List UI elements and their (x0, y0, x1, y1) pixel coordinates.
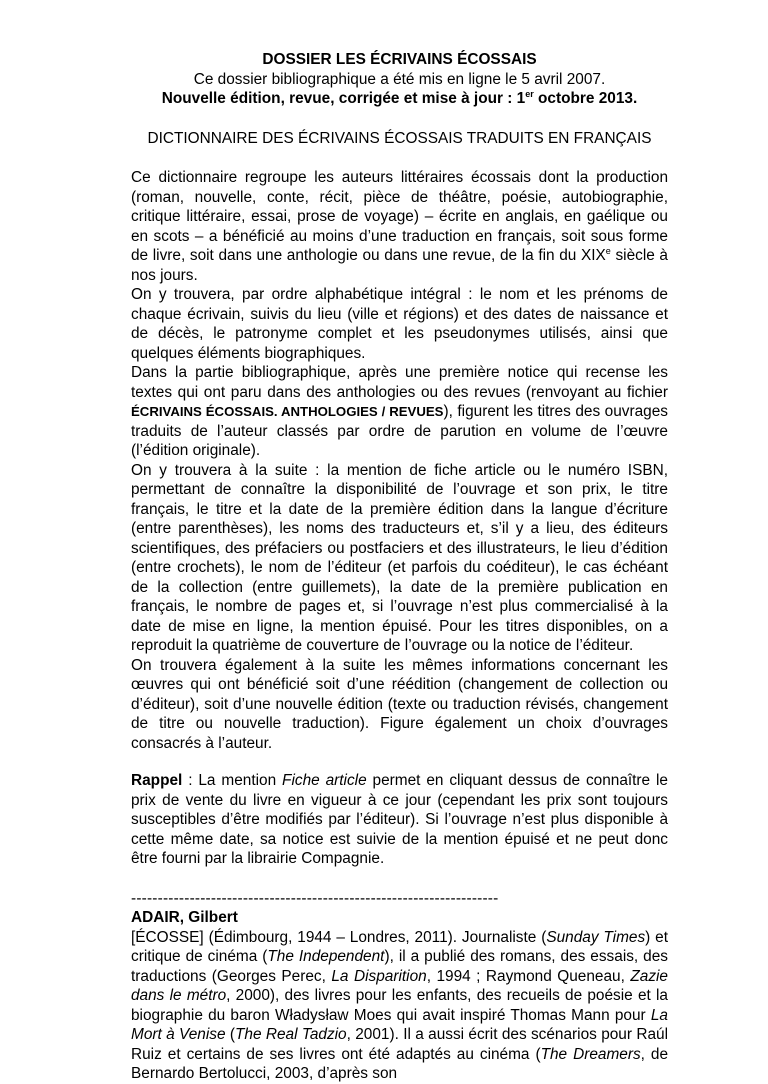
intro-paragraph-4: On y trouvera à la suite : la mention de fiche article ou le numéro ISBN, permettant de connaître la disponibilité de l’ouvrage et son prix, le titre français, le titre et la date de la première édition dans la langue d’écriture (entre parenthèses), les noms des traducteurs et, s’il y a lieu, des éditeurs scientifiques, des préfaciers ou postfaciers et des illustrateurs, le lieu d’édition (entre crochets), le nom de l’éditeur (et parfois du coéditeur), le cas échéant de la collection (entre guillemets), la date de la première publication en français, le nombre de pages et, si l’ouvrage n’est plus commercialisé à la date de mise en ligne, la mention épuisé. Pour les titres disponibles, on a reproduit la quatrième de couverture de l’ouvrage ou la notice de l’éditeur. (131, 461, 668, 654)
document-page (131, 50, 668, 1084)
anthologies-link[interactable]: ÉCRIVAINS ÉCOSSAIS. ANTHOLOGIES / REVUES (131, 404, 444, 419)
section-separator: --------------------------------------------------------------------- (131, 889, 499, 907)
document-title: DOSSIER LES ÉCRIVAINS ÉCOSSAIS (262, 51, 537, 68)
edition-line: Nouvelle édition, revue, corrigée et mise à jour : 1er octobre 2013. (161, 89, 638, 107)
rappel-paragraph: Rappel : La mention Fiche article permet en cliquant dessus de connaître le prix de vente du livre en vigueur à ce jour (cependant les prix sont toujours susceptibles d’être modifiés par l’éditeur). Si l’ouvrage n’est plus disponible à cette même date, sa notice est suivie de la mention épuisé et ne peut donc être fourni par la librairie Compagnie. (131, 772, 668, 867)
fiche-article-mention: Fiche article (282, 772, 367, 789)
author-name: ADAIR, Gilbert (131, 909, 238, 926)
intro-paragraph-3: Dans la partie bibliographique, après une première notice qui recense les textes qui ont paru dans des anthologies ou des revues (renvoyant au fichier ÉCRIVAINS ÉCOSSAIS. ANTHOLOGIES / REVUES), figurent les titres des ouvrages traduits de l’auteur classés par ordre de parution en volume de l’œuvre (l’édition originale). (131, 364, 668, 459)
intro-paragraph-5: On trouvera également à la suite les mêmes informations concernant les œuvres qui ont bénéficié soit d’une réédition (changement de collection ou d’éditeur), soit d’une nouvelle édition (texte ou traduction révisés, changement de titre ou nouvelle traduction). Figure également un choix d’ouvrages consacrés à l’auteur. (131, 656, 668, 752)
rappel-label: Rappel (131, 772, 183, 789)
intro-paragraph-1: Ce dictionnaire regroupe les auteurs littéraires écossais dont la production (roman, nouvelle, conte, récit, pièce de théâtre, poésie, autobiographie, critique littéraire, essai, prose de voyage) – écrite en anglais, en gaélique ou en scots – a bénéficié au moins d’une traduction en français, soit sous forme de livre, soit dans une anthologie ou dans une revue, de la fin du XIXe siècle à nos jours. (131, 169, 668, 284)
intro-paragraph-2: On y trouvera, par ordre alphabétique intégral : le nom et les prénoms de chaque écrivain, suivis du lieu (ville et régions) et des dates de naissance et de décès, le patronyme complet et les pseudonymes utilisés, ainsi que quelques éléments biographiques. (131, 286, 668, 362)
author-biography: [ÉCOSSE] (Édimbourg, 1944 – Londres, 2011). Journaliste (Sunday Times) et critique de cinéma (The Independent), il a publié des romans, des essais, des traductions (Georges Perec, La Disparition, 1994 ; Raymond Queneau, Zazie dans le métro, 2000), des livres pour les enfants, des recueils de poésie et la biographie du baron Władysław Moes qui avait inspiré Thomas Mann pour La Mort à Venise (The Real Tadzio, 2001). Il a aussi écrit des scénarios pour Raúl Ruiz et certains de ses livres ont été adaptés au cinéma (The Dreamers, de Bernardo Bertolucci, 2003, d’après son (131, 928, 669, 1082)
dictionary-subtitle: DICTIONNAIRE DES ÉCRIVAINS ÉCOSSAIS TRADUITS EN FRANÇAIS (147, 129, 652, 147)
online-date-line: Ce dossier bibliographique a été mis en ligne le 5 avril 2007. (193, 70, 606, 88)
